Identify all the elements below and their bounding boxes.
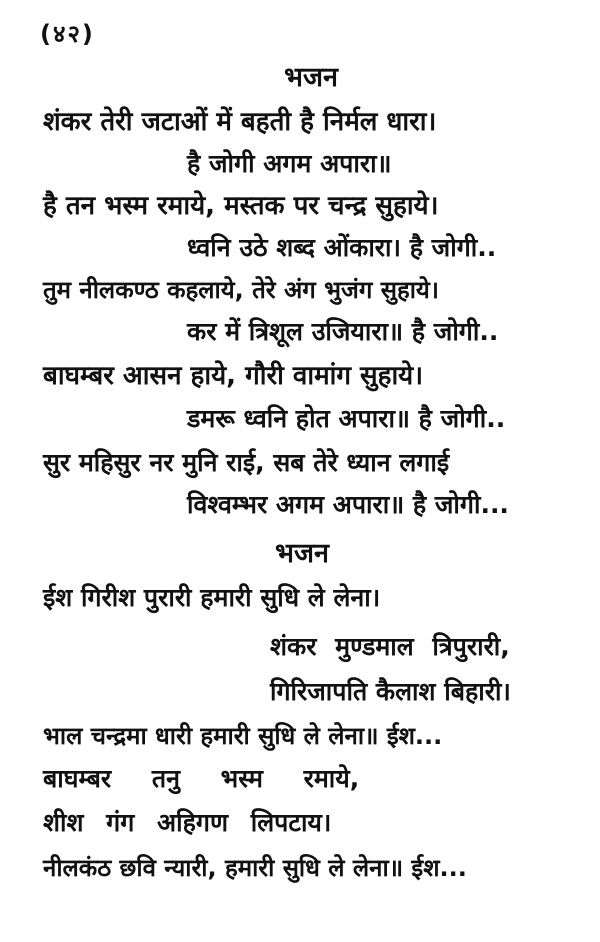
section-1-line-4: ध्वनि उठे शब्द ओंकारा। है जोगी.. [187, 233, 497, 262]
section-2-line-1: ईश गिरीश पुरारी हमारी सुधि ले लेना। [43, 583, 381, 612]
section-1-line-1: शंकर तेरी जटाओं में बहती है निर्मल धारा। [43, 107, 437, 137]
section-1-line-10: विश्वम्भर अगम अपारा॥ है जोगी... [187, 490, 509, 519]
section-2-line-7: नीलकंठ छवि न्यारी, हमारी सुधि ले लेना॥ ईश... [43, 854, 467, 882]
section-1-line-7: बाघम्बर आसन हाये, गौरी वामांग सुहाये। [43, 361, 424, 391]
section-1-line-3: है तन भस्म रमाये, मस्तक पर चन्द्र सुहाये। [43, 191, 439, 221]
section-2-line-6: शीश गंग अहिगण लिपटाय। [43, 808, 332, 837]
section-1-line-5: तुम नीलकण्ठ कहलाये, तेरे अंग भुजंग सुहाये। [43, 276, 439, 304]
section-1-heading: भजन [284, 62, 338, 93]
section-2-line-5: बाघम्बर तनु भस्म रमाये, [43, 764, 360, 793]
section-1-line-9: सुर महिसुर नर मुनि राई, सब तेरे ध्यान लगाई [43, 448, 450, 477]
section-2-line-2: शंकर मुण्डमाल त्रिपुरारी, [270, 632, 510, 661]
section-2-heading: भजन [275, 538, 329, 569]
section-1-line-6: कर में त्रिशूल उजियारा॥ है जोगी.. [187, 317, 499, 346]
section-1-line-2: है जोगी अगम अपारा॥ [187, 149, 392, 178]
page-number: (४२) [40, 20, 95, 48]
section-2-line-4: भाल चन्द्रमा धारी हमारी सुधि ले लेना॥ ईश... [43, 722, 443, 750]
section-2-line-3: गिरिजापति कैलाश बिहारी। [270, 677, 511, 706]
section-1-line-8: डमरू ध्वनि होत अपारा॥ है जोगी.. [187, 404, 506, 433]
